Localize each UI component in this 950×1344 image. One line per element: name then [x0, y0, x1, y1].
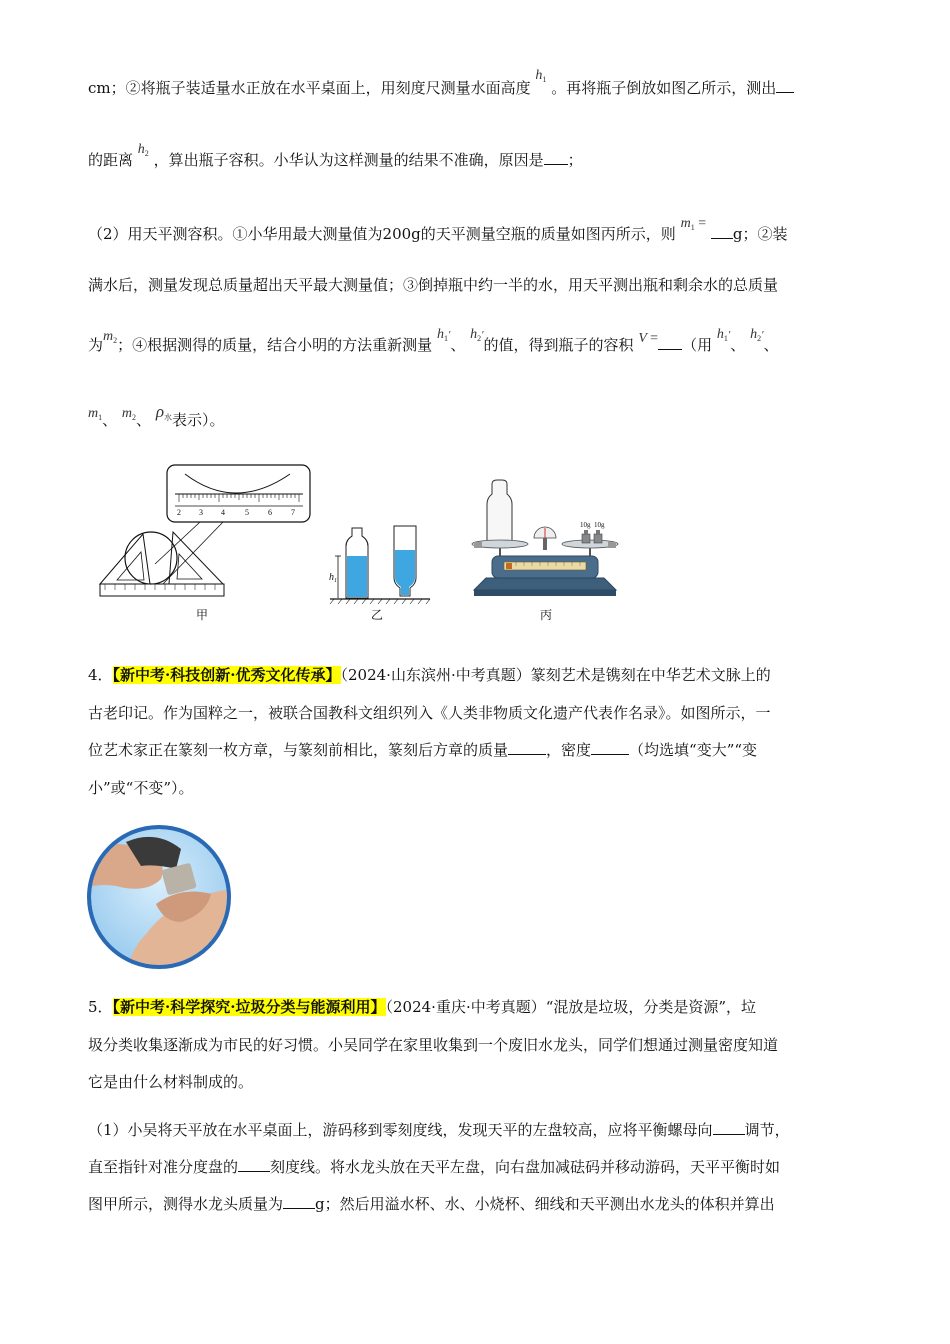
q5-p1-line-1: （1）小吴将天平放在水平桌面上，游码移到零刻度线，发现天平的左盘较高，应将平衡螺母向 调节，: [88, 1121, 790, 1139]
tick-label: 4: [221, 508, 225, 517]
fig-h1-label: $h_1$: [329, 572, 337, 584]
q5-line-1: [88, 997, 756, 1017]
var-h1-prime: $h_1'$: [716, 327, 731, 343]
text: 的距离: [88, 151, 134, 169]
answer-blank-direction[interactable]: [713, 1120, 745, 1135]
text: 圾分类收集逐渐成为市民的好习惯。小吴同学在家里收集到一个废旧水龙头，同学们想通过测量密度知道: [88, 1036, 779, 1054]
q4-line-1: [88, 665, 771, 685]
text: ；: [567, 151, 583, 169]
figure-bing-balance: [470, 478, 620, 600]
q5-line-3: [88, 1072, 253, 1092]
tick-label: 3: [199, 508, 203, 517]
question-tag: 【新中考·科技创新·优秀文化传承】: [112, 666, 341, 684]
text: （2）用天平测容积。①小华用最大测量值为200g的天平测量空瓶的质量如图丙所示，则: [88, 225, 676, 243]
q3-p2-line-2: [88, 275, 778, 295]
seal-carving-photo: [86, 824, 232, 970]
q4-line-2: [88, 703, 771, 723]
question-number: 4．: [88, 666, 113, 684]
tick-label: 2: [177, 508, 181, 517]
var-m2: $m_2$: [121, 406, 137, 422]
var-h2-prime: $h_2'$: [750, 327, 764, 343]
answer-blank-mass[interactable]: [283, 1194, 315, 1209]
var-h1: $h_1$: [535, 68, 547, 84]
var-h1-prime: $h_1'$: [436, 327, 451, 343]
var-m1: $m_1$ =: [680, 216, 707, 232]
var-h2-prime: $h_2'$: [470, 327, 484, 343]
answer-blank-mass[interactable]: [508, 740, 546, 755]
q3-line-1: [88, 68, 794, 104]
answer-blank-density[interactable]: [591, 740, 629, 755]
answer-blank[interactable]: [776, 78, 794, 93]
var-h2: $h_2$: [137, 142, 149, 158]
text: 古老印记。作为国粹之一，被联合国教科文组织列入《人类非物质文化遗产代表作名录》。如图所示，一: [88, 704, 771, 722]
answer-blank[interactable]: [544, 150, 568, 165]
text: 它是由什么材料制成的。: [88, 1073, 254, 1091]
question-tag: 【新中考·科学探究·垃圾分类与能源利用】: [112, 998, 386, 1016]
q3-p2-line-4: $m_1$、 $m_2$、 $\rho_水$表示）。: [88, 402, 225, 429]
text: （2024·山东滨州·中考真题）篆刻艺术是镌刻在中华艺术文脉上的: [340, 666, 771, 684]
text: ，算出瓶子容积。小华认为这样测量的结果不准确，原因是: [153, 151, 544, 169]
text: g；②装: [732, 225, 788, 243]
text: 。再将瓶子倒放如图乙所示，测出: [551, 79, 777, 97]
weight-label-1: 10g: [580, 521, 591, 529]
figure-label-yi: 乙: [371, 608, 384, 622]
q3-line-2: [88, 142, 583, 176]
answer-blank[interactable]: [711, 224, 733, 239]
figure-label-jia: 甲: [196, 608, 209, 622]
tick-label: 5: [245, 508, 249, 517]
weight-label-2: 10g: [594, 521, 605, 529]
var-rho-water: $\rho_水$: [155, 402, 173, 422]
tick-label: 6: [268, 508, 272, 517]
figure-yi-bottles: [330, 522, 430, 604]
question-number: 5．: [88, 998, 113, 1016]
text: cm；②将瓶子装适量水正放在水平桌面上，用刻度尺测量水面高度: [88, 79, 531, 97]
q3-p2-line-3: 为$m_2$；④根据测得的质量，结合小明的方法重新测量 $h_1'$、 $h_2'$的值，得到瓶子的容积 V = （用 $h_1'$、 $h_2'$、: [88, 327, 779, 354]
q4-line-3: 位艺术家正在篆刻一枚方章，与篆刻前相比，篆刻后方章的质量 ，密度 （均选填“变大”“变: [88, 741, 758, 759]
text: 满水后，测量发现总质量超出天平最大测量值；③倒掉瓶中约一半的水，用天平测出瓶和剩余水的总质量: [88, 276, 779, 294]
answer-blank[interactable]: [658, 335, 682, 350]
q4-line-4: [88, 778, 194, 798]
var-V: V =: [638, 331, 659, 346]
figure-jia-ruler-setup: [95, 462, 327, 602]
q5-p1-line-2: 直至指针对准分度盘的 刻度线。将水龙头放在天平左盘，向右盘加减砝码并移动游码，天平平衡时如: [88, 1158, 781, 1176]
tick-label: 7: [291, 508, 295, 517]
answer-blank-scale[interactable]: [238, 1157, 270, 1172]
q5-p1-line-3: 图甲所示，测得水龙头质量为 g；然后用溢水杯、水、小烧杯、细线和天平测出水龙头的体积并算出: [88, 1195, 775, 1213]
var-m2: $m_2$: [103, 329, 118, 345]
text: 小”或“不变”）。: [88, 779, 194, 797]
q5-line-2: [88, 1035, 778, 1055]
figure-label-bing: 丙: [540, 608, 553, 622]
var-m1: $m_1$: [88, 406, 103, 422]
q3-p2-line-1: [88, 216, 788, 250]
text: （2024·重庆·中考真题）“混放是垃圾，分类是资源”，垃: [385, 998, 757, 1016]
